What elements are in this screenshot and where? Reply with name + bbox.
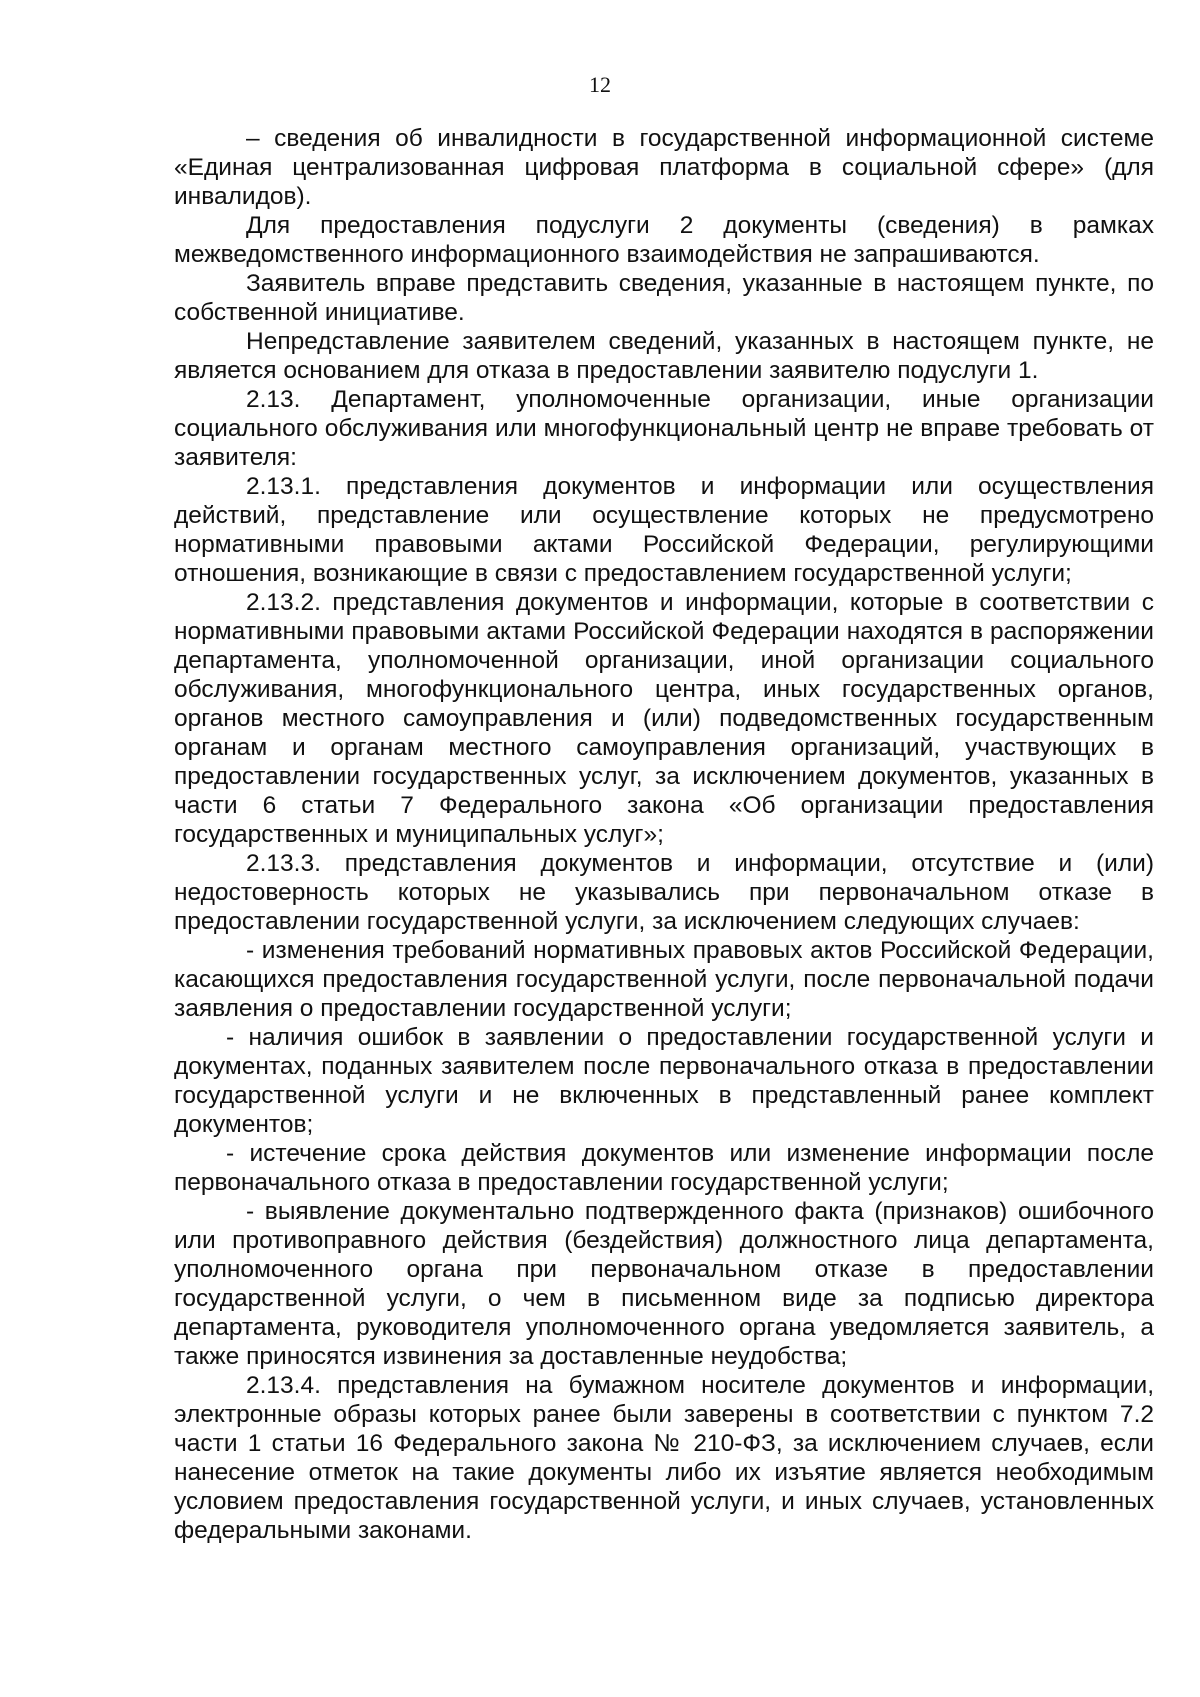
paragraph-2-13-2: 2.13.2. представления документов и информации, которые в соответствии с нормативными правовыми актами Российской Федерации находятся в распоряжении департамента, уполномоченной организации, иной организации социального обслуживания, многофункционального центра, иных государственных органов, органов местного самоуправления и (или) подведомственных государственным органам и органам местного самоуправления организаций, участвующих в предоставлении государственных услуг, за исключением документов, указанных в части 6 статьи 7 Федерального закона «Об организации предоставления государственных и муниципальных услуг»;: [174, 589, 1154, 848]
paragraph-applicant-right: Заявитель вправе представить сведения, указанные в настоящем пункте, по собственной инициативе.: [174, 270, 1154, 326]
list-item-requirements-change: - изменения требований нормативных правовых актов Российской Федерации, касающихся предоставления государственной услуги, после первоначальной подачи заявления о предоставлении государственной услуги;: [174, 937, 1154, 1022]
paragraph-disability-info: – сведения об инвалидности в государственной информационной системе «Единая централизованная цифровая платформа в социальной сфере» (для инвалидов).: [174, 125, 1154, 210]
paragraph-non-submission: Непредставление заявителем сведений, указанных в настоящем пункте, не является основанием для отказа в предоставлении заявителю подуслуги 1.: [174, 328, 1154, 384]
paragraph-2-13: 2.13. Департамент, уполномоченные организации, иные организации социального обслуживания или многофункциональный центр не вправе требовать от заявителя:: [174, 386, 1154, 471]
list-item-official-misconduct: - выявление документально подтвержденного факта (признаков) ошибочного или противоправного действия (бездействия) должностного лица департамента, уполномоченного органа при первоначальном отказе в предоставлении государственной услуги, о чем в письменном виде за подписью директора департамента, руководителя уполномоченного органа уведомляется заявитель, а также приносятся извинения за доставленные неудобства;: [174, 1198, 1154, 1370]
list-item-application-errors: - наличия ошибок в заявлении о предоставлении государственной услуги и документах, поданных заявителем после первоначального отказа в предоставлении государственной услуги и не включенных в представленный ранее комплект документов;: [174, 1024, 1154, 1138]
document-body: [174, 124, 1154, 1545]
paragraph-subservice-2-documents: Для предоставления подуслуги 2 документы (сведения) в рамках межведомственного информационного взаимодействия не запрашиваются.: [174, 212, 1154, 268]
paragraph-2-13-4: 2.13.4. представления на бумажном носителе документов и информации, электронные образы которых ранее были заверены в соответствии с пунктом 7.2 части 1 статьи 16 Федерального закона № 210-ФЗ, за исключением случаев, если нанесение отметок на такие документы либо их изъятие является необходимым условием предоставления государственной услуги, и иных случаев, установленных федеральными законами.: [174, 1372, 1154, 1544]
list-item-document-expiry: - истечение срока действия документов или изменение информации после первоначального отказа в предоставлении государственной услуги;: [174, 1140, 1154, 1196]
paragraph-2-13-1: 2.13.1. представления документов и информации или осуществления действий, представление или осуществление которых не предусмотрено нормативными правовыми актами Российской Федерации, регулирующими отношения, возникающие в связи с предоставлением государственной услуги;: [174, 473, 1154, 587]
paragraph-2-13-3: 2.13.3. представления документов и информации, отсутствие и (или) недостоверность которых не указывались при первоначальном отказе в предоставлении государственной услуги, за исключением следующих случаев:: [174, 850, 1154, 935]
page-number: 12: [589, 72, 611, 97]
